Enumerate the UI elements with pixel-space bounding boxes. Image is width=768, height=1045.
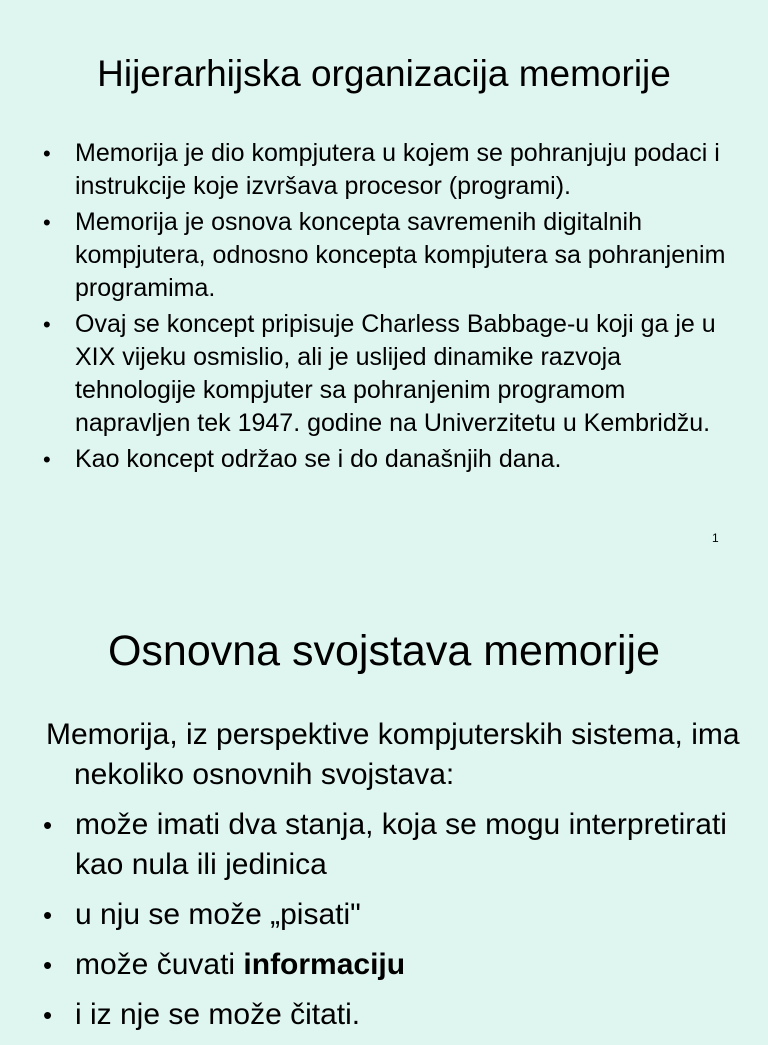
bullet-icon: • [43, 1000, 53, 1030]
slide-1-bullet-list [43, 137, 743, 479]
slide-2 [0, 580, 768, 1031]
slide-2-bullet-1 [43, 805, 743, 885]
slide-1-bullet-1 [43, 137, 743, 203]
slide-1-bullet-2 [43, 206, 743, 305]
slide-1-title: Hijerarhijska organizacija memorije [97, 53, 671, 94]
slide-2-bullet-3-prefix: može čuvati [75, 948, 244, 981]
slide-2-bullet-4 [43, 995, 743, 1035]
slide-2-intro: Memorija, iz perspektive kompjuterskih sistema, ima nekoliko osnovnih svojstava: [46, 718, 740, 791]
slide-2-bullet-4-text: i iz nje se može čitati. [75, 998, 361, 1031]
slide-2-bullet-2 [43, 895, 743, 935]
slide-1-bullet-2-text: Memorija je osnova koncepta savremenih digitalnih kompjutera, odnosno koncepta kompjutera sa pohranjenim programima. [75, 208, 726, 302]
page-number: 1 [712, 531, 719, 545]
bullet-icon: • [43, 447, 51, 472]
slide-1-bullet-4 [43, 443, 743, 476]
bullet-icon: • [43, 141, 51, 166]
slide-2-title: Osnovna svojstava memorije [107, 627, 661, 675]
bullet-icon: • [43, 810, 53, 840]
slide-2-bullet-1-text: može imati dva stanja, koja se mogu interpretirati kao nula ili jedinica [75, 808, 727, 881]
slide-1-bullet-3-text: Ovaj se koncept pripisuje Charless Babbage-u koji ga je u XIX vijeku osmislio, ali je uslijed dinamike razvoja tehnologije kompjuter sa pohranjenim programom napravljen tek 1947. godine na Univerzitetu u Kembridžu. [75, 310, 716, 437]
slide-2-bullet-2-text: u nju se može „pisati" [75, 898, 361, 931]
bullet-icon: • [43, 900, 53, 930]
slide-2-bullet-3 [43, 945, 743, 985]
slide-1-bullet-3 [43, 308, 743, 440]
bullet-icon: • [43, 312, 51, 337]
bullet-icon: • [43, 950, 53, 980]
slide-1-bullet-4-text: Kao koncept održao se i do današnjih dana. [75, 445, 562, 473]
slide-2-bullet-list [43, 805, 743, 1045]
bullet-icon: • [43, 210, 51, 235]
slide-2-bullet-3-bold: informaciju [243, 948, 406, 981]
slide-1-bullet-1-text: Memorija je dio kompjutera u kojem se pohranjuju podaci i instrukcije koje izvršava procesor (programi). [75, 139, 720, 200]
